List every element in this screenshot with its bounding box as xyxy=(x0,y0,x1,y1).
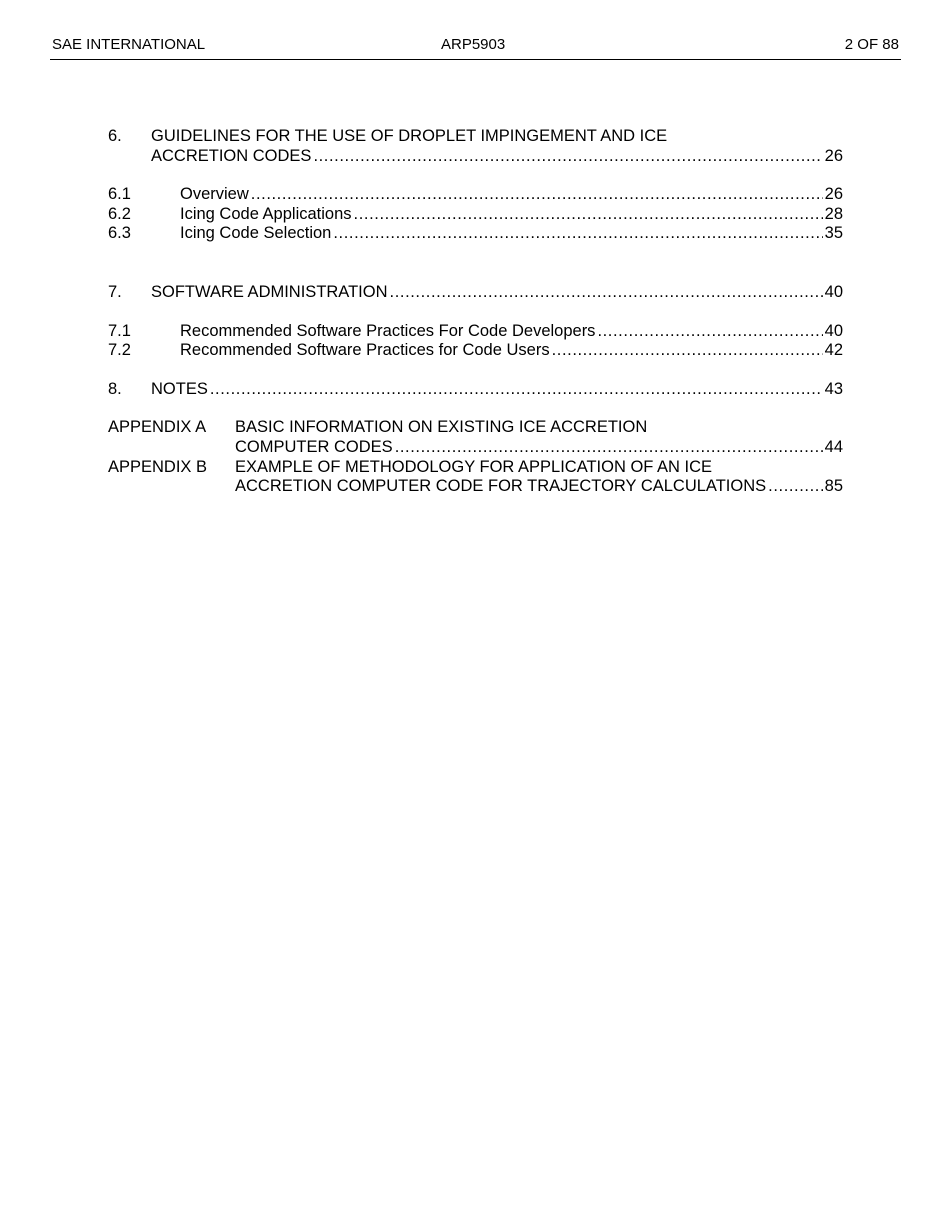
toc-page: 85 xyxy=(824,477,843,496)
toc-page: 28 xyxy=(824,204,843,223)
dot-leader xyxy=(251,185,823,205)
toc-page: 42 xyxy=(824,341,843,360)
toc-title-continued: ACCRETION CODES xyxy=(151,146,312,165)
toc-title: EXAMPLE OF METHODOLOGY FOR APPLICATION OF AN ICE xyxy=(235,457,713,476)
dot-leader xyxy=(210,380,823,400)
page-header xyxy=(50,35,901,60)
toc-entry-6-1[interactable] xyxy=(108,185,843,205)
toc-title: Recommended Software Practices For Code Developers xyxy=(180,321,596,340)
toc-page: 40 xyxy=(824,282,843,301)
dot-leader xyxy=(354,205,823,225)
toc-entry-7-1[interactable] xyxy=(108,322,843,342)
toc-number: APPENDIX A xyxy=(108,418,207,437)
header-page-number: 2 OF 88 xyxy=(844,36,899,53)
dot-leader xyxy=(395,438,823,458)
toc-number: APPENDIX B xyxy=(108,457,208,476)
toc-page: 44 xyxy=(824,437,843,456)
toc-page: 43 xyxy=(824,379,843,398)
toc-page: 26 xyxy=(824,185,843,204)
toc-entry-6-2[interactable] xyxy=(108,205,843,225)
toc-entry-7-2[interactable] xyxy=(108,341,843,361)
toc-number: 6.2 xyxy=(108,204,131,223)
header-document-number: ARP5903 xyxy=(441,36,506,53)
dot-leader xyxy=(333,224,822,244)
toc-entry-appendix-a[interactable] xyxy=(108,418,843,457)
header-organization: SAE INTERNATIONAL xyxy=(52,36,206,53)
toc-number: 7. xyxy=(108,282,122,301)
dot-leader xyxy=(390,283,823,303)
toc-entry-6-3[interactable] xyxy=(108,224,843,244)
toc-page: 35 xyxy=(824,224,843,243)
dot-leader xyxy=(313,147,822,167)
toc-title: SOFTWARE ADMINISTRATION xyxy=(151,282,388,301)
toc-title: Icing Code Applications xyxy=(180,204,352,223)
table-of-contents xyxy=(108,127,843,497)
toc-title: NOTES xyxy=(151,379,208,398)
toc-number: 7.1 xyxy=(108,321,131,340)
dot-leader xyxy=(597,322,822,342)
toc-title-continued: COMPUTER CODES xyxy=(235,437,393,456)
toc-page: 40 xyxy=(824,321,843,340)
toc-title: BASIC INFORMATION ON EXISTING ICE ACCRETION xyxy=(235,418,648,437)
toc-entry-6[interactable] xyxy=(108,127,843,166)
toc-number: 6.1 xyxy=(108,185,131,204)
dot-leader xyxy=(552,341,823,361)
toc-title-continued: ACCRETION COMPUTER CODE FOR TRAJECTORY CALCULATIONS xyxy=(235,477,767,496)
toc-entry-appendix-b[interactable] xyxy=(108,458,843,497)
toc-title: Overview xyxy=(180,185,249,204)
dot-leader xyxy=(768,477,823,497)
toc-page: 26 xyxy=(824,146,843,165)
toc-number: 8. xyxy=(108,379,122,398)
toc-title: GUIDELINES FOR THE USE OF DROPLET IMPINGEMENT AND ICE xyxy=(151,127,668,145)
toc-title: Recommended Software Practices for Code Users xyxy=(180,341,550,360)
toc-number: 7.2 xyxy=(108,341,131,360)
toc-number: 6. xyxy=(108,127,122,145)
toc-entry-7[interactable] xyxy=(108,283,843,303)
toc-entry-8[interactable] xyxy=(108,380,843,400)
toc-title: Icing Code Selection xyxy=(180,224,332,243)
toc-number: 6.3 xyxy=(108,224,131,243)
